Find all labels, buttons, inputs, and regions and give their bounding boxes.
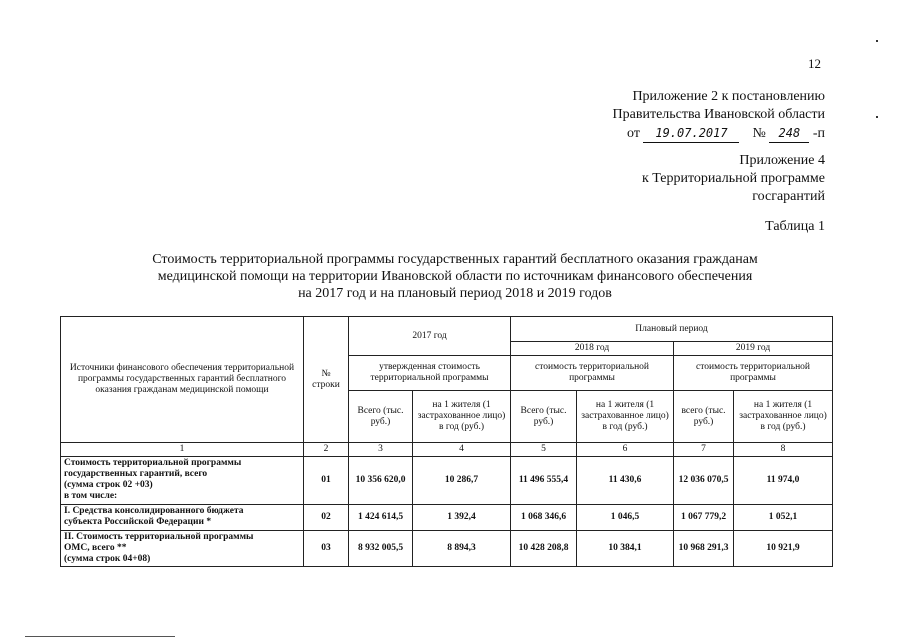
value-cell: 8 932 005,5: [349, 531, 413, 567]
header-planned-period: Плановый период: [511, 317, 833, 342]
header-total-2017: Всего (тыс. руб.): [349, 391, 413, 443]
column-number: 7: [674, 443, 734, 457]
column-number: 5: [511, 443, 577, 457]
row-number: 02: [304, 505, 349, 531]
row-label-line: ОМС, всего **: [64, 543, 127, 553]
row-label-line: Стоимость территориальной программы: [64, 458, 242, 468]
row-number: 03: [304, 531, 349, 567]
value-cell: 10 428 208,8: [511, 531, 577, 567]
row-label-line: (сумма строк 04+08): [64, 554, 151, 564]
row-label-line: (сумма строк 02 +03): [64, 480, 153, 490]
number-suffix: -п: [812, 126, 825, 141]
appendix-4-line: Приложение 4: [739, 153, 825, 168]
appendix-2-line: Правительства Ивановской области: [612, 107, 825, 122]
header-cost-2018: стоимость территориальной программы: [511, 356, 674, 391]
row-label-line: в том числе:: [64, 491, 118, 501]
value-cell: 1 424 614,5: [349, 505, 413, 531]
title-line: Стоимость территориальной программы государственных гарантий бесплатного оказания гражданам: [152, 252, 758, 267]
header-sources: Источники финансового обеспечения территориальной программы государственных гарантий бесплатного оказания гражданам медицинской помощи: [61, 317, 304, 443]
appendix-4-line: госгарантий: [752, 189, 825, 204]
value-cell: 11 430,6: [577, 457, 674, 505]
number-label: №: [752, 126, 766, 141]
scan-edge-line: [25, 636, 175, 637]
column-number-row: [61, 443, 833, 457]
value-cell: 10 356 620,0: [349, 457, 413, 505]
header-cost-2019: стоимость территориальной программы: [674, 356, 833, 391]
header-2017: 2017 год: [349, 317, 511, 356]
appendix-4-header: [642, 152, 825, 206]
row-label-line: государственных гарантий, всего: [64, 469, 208, 479]
page-number: 12: [808, 56, 821, 71]
value-cell: 10 921,9: [734, 531, 833, 567]
value-cell: 1 068 346,6: [511, 505, 577, 531]
cost-table: [60, 316, 833, 567]
title-line: на 2017 год и на плановый период 2018 и 2019 годов: [298, 286, 612, 301]
header-per-capita-2019: на 1 жителя (1 застрахованное лицо) в год (руб.): [734, 391, 833, 443]
row-label-line: II. Стоимость территориальной программы: [64, 532, 254, 542]
header-row-number: № строки: [304, 317, 349, 443]
header-approved-cost: утвержденная стоимость территориальной программы: [349, 356, 511, 391]
value-cell: 10 384,1: [577, 531, 674, 567]
scan-mark: [876, 40, 878, 42]
value-cell: 11 496 555,4: [511, 457, 577, 505]
column-number: 2: [304, 443, 349, 457]
column-number: 6: [577, 443, 674, 457]
header-total-2019: всего (тыс. руб.): [674, 391, 734, 443]
scan-mark: [876, 116, 878, 118]
value-cell: 1 046,5: [577, 505, 674, 531]
row-label-line: субъекта Российской Федерации *: [64, 517, 212, 527]
row-label-line: I. Средства консолидированного бюджета: [64, 506, 244, 516]
appendix-2-line: Приложение 2 к постановлению: [632, 89, 825, 104]
value-cell: 1 392,4: [413, 505, 511, 531]
table-row: [61, 505, 833, 531]
appendix-2-header: [613, 88, 825, 143]
row-label: [61, 531, 304, 567]
value-cell: 8 894,3: [413, 531, 511, 567]
row-number: 01: [304, 457, 349, 505]
header-per-capita-2017: на 1 жителя (1 застрахованное лицо) в год (руб.): [413, 391, 511, 443]
header-2018: 2018 год: [511, 342, 674, 356]
value-cell: 11 974,0: [734, 457, 833, 505]
column-number: 1: [61, 443, 304, 457]
column-number: 8: [734, 443, 833, 457]
decree-date: 19.07.2017: [643, 124, 739, 143]
column-number: 4: [413, 443, 511, 457]
appendix-2-date-line: [613, 124, 825, 143]
row-label: [61, 505, 304, 531]
from-label: от: [627, 126, 640, 141]
header-total-2018: Всего (тыс. руб.): [511, 391, 577, 443]
appendix-4-line: к Территориальной программе: [641, 171, 825, 186]
value-cell: 1 052,1: [734, 505, 833, 531]
value-cell: 12 036 070,5: [674, 457, 734, 505]
title-line: медицинской помощи на территории Ивановской области по источникам финансового обеспечения: [157, 269, 753, 284]
decree-number: 248: [769, 124, 809, 143]
document-title: [90, 251, 820, 302]
value-cell: 10 968 291,3: [674, 531, 734, 567]
header-2019: 2019 год: [674, 342, 833, 356]
column-number: 3: [349, 443, 413, 457]
table-row: [61, 457, 833, 505]
row-label: [61, 457, 304, 505]
value-cell: 1 067 779,2: [674, 505, 734, 531]
table-label: Таблица 1: [765, 219, 825, 234]
table-row: [61, 531, 833, 567]
value-cell: 10 286,7: [413, 457, 511, 505]
header-per-capita-2018: на 1 жителя (1 застрахованное лицо) в год (руб.): [577, 391, 674, 443]
